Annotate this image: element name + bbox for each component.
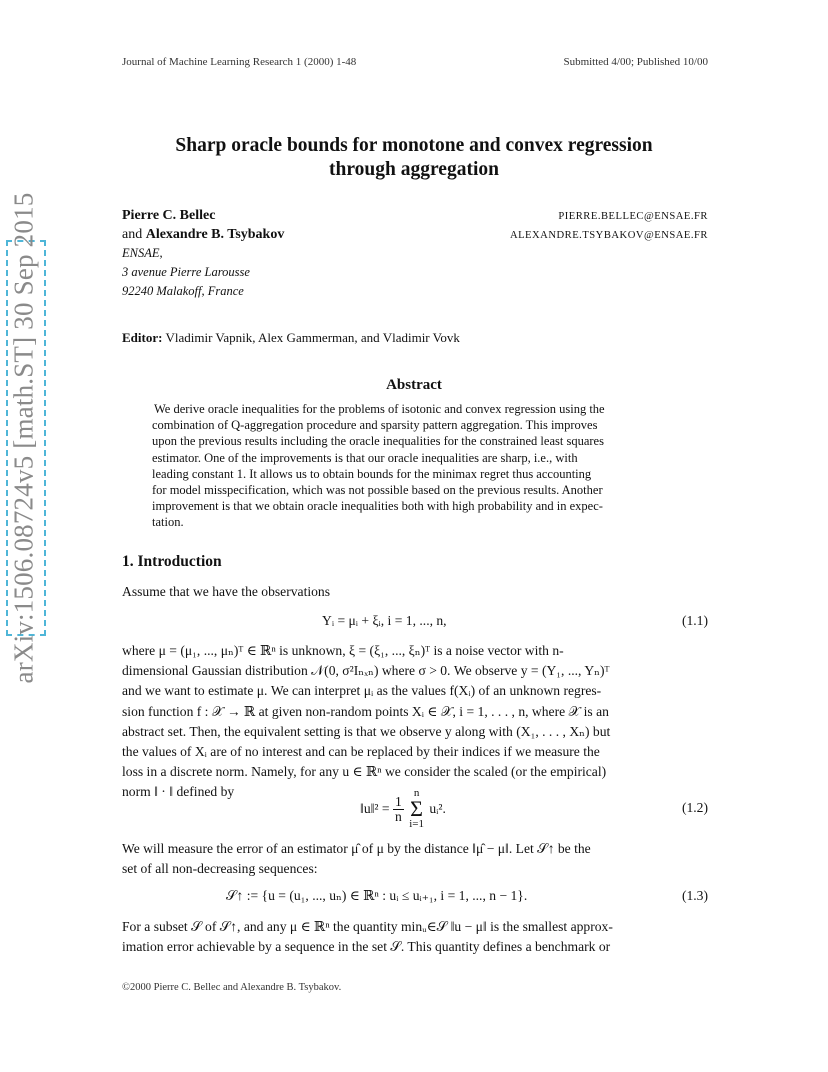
- paper-title: [120, 134, 708, 182]
- paragraph-line: abstract set. Then, the equivalent setting is that we observe y along with (X₁, . . . , Xₙ) but: [122, 723, 611, 739]
- paragraph-2: [122, 839, 708, 879]
- eq2-sum-bottom: i=1: [409, 818, 424, 830]
- author-2-line: [122, 227, 284, 243]
- abstract-line: for model misspecification, which was not possible based on the previous results. Another: [152, 483, 603, 498]
- paragraph-line: For a subset 𝒮 of 𝒮↑, and any μ ∈ ℝⁿ the quantity minᵤ∈𝒮 ‖u − μ‖ is the smallest approx-: [122, 919, 613, 934]
- abstract-line: improvement is that we obtain oracle inequalities both with high probability and in expec-: [152, 499, 603, 514]
- equation-1-1: Yᵢ = μᵢ + ξᵢ, i = 1, ..., n,: [322, 613, 447, 628]
- equation-number: (1.3): [681, 888, 708, 903]
- eq2-numerator: 1: [394, 793, 402, 809]
- abstract-body: [152, 401, 680, 531]
- abstract-line: tation.: [152, 515, 184, 530]
- affiliation-line-3: 92240 Malakoff, France: [122, 284, 244, 298]
- abstract-line: We derive oracle inequalities for the problems of isotonic and convex regression using the: [154, 402, 605, 416]
- paragraph-line: dimensional Gaussian distribution 𝒩(0, σ²Iₙₓₙ) where σ > 0. We observe y = (Y₁, ..., Yₙ)ᵀ: [122, 663, 610, 679]
- eq2-denominator: n: [394, 808, 402, 824]
- paragraph-line: loss in a discrete norm. Namely, for any u ∈ ℝⁿ we consider the scaled (or the empirical): [122, 764, 607, 780]
- editor-label: Editor:: [122, 330, 163, 345]
- equation-1-3: 𝒮↑ := {u = (u₁, ..., uₙ) ∈ ℝⁿ : uᵢ ≤ uᵢ₊₁, i = 1, ..., n − 1}.: [226, 888, 528, 903]
- author-1: Pierre C. Bellec: [122, 208, 216, 223]
- eq2-sum-top: n: [413, 787, 420, 799]
- affiliation-line-2: 3 avenue Pierre Larousse: [122, 265, 250, 279]
- eq2-sum-sign: Σ: [410, 796, 423, 821]
- copyright-footer: ©2000 Pierre C. Bellec and Alexandre B. Tsybakov.: [122, 982, 342, 993]
- editor-line: [122, 330, 460, 346]
- title-line-2: through aggregation: [329, 159, 499, 180]
- email-1[interactable]: PIERRE.BELLEC@ENSAE.FR: [558, 211, 708, 222]
- email-2[interactable]: ALEXANDRE.TSYBAKOV@ENSAE.FR: [509, 230, 708, 241]
- abstract-line: upon the previous results including the oracle inequalities for the constrained least squares: [152, 434, 604, 449]
- eq2-fraction: [393, 795, 404, 824]
- arxiv-identifier[interactable]: arXiv:1506.08724v5 [math.ST] 30 Sep 2015: [8, 192, 39, 684]
- paragraph-line: sion function f : 𝒳 → ℝ at given non-random points Xᵢ ∈ 𝒳, i = 1, . . . , n, where 𝒳 is an: [122, 703, 609, 719]
- paragraph-line: the values of Xᵢ are of no interest and can be replaced by their indices if we measure the: [122, 744, 600, 760]
- paragraph-line: and we want to estimate μ. We can interpret μᵢ as the values f(Xᵢ) of an unknown regres-: [122, 683, 602, 699]
- equation-number: (1.2): [681, 800, 708, 815]
- title-line-1: Sharp oracle bounds for monotone and convex regression: [175, 135, 653, 156]
- intro-sentence: Assume that we have the observations: [122, 584, 331, 599]
- submission-dates: Submitted 4/00; Published 10/00: [563, 56, 708, 68]
- abstract-heading: Abstract: [386, 377, 442, 393]
- paragraph-line: where μ = (μ₁, ..., μₙ)ᵀ ∈ ℝⁿ is unknown, ξ = (ξ₁, ..., ξₙ)ᵀ is a noise vector with n-: [122, 643, 564, 658]
- author-2: Alexandre B. Tsybakov: [145, 227, 285, 242]
- paragraph-1: [122, 641, 708, 803]
- eq2-sum: [409, 788, 424, 830]
- and-word: and: [122, 227, 143, 242]
- eq2-lhs: ‖u‖² =: [360, 801, 390, 816]
- journal-header: Journal of Machine Learning Research 1 (2000) 1-48: [122, 56, 357, 68]
- abstract-line: combination of Q-aggregation procedure and sparsity pattern aggregation. This improves: [152, 418, 598, 433]
- equation-1-2: [360, 788, 446, 830]
- paragraph-3: [122, 917, 708, 957]
- paragraph-line: norm ‖ · ‖ defined by: [122, 784, 235, 800]
- equation-number: (1.1): [681, 613, 708, 628]
- paragraph-line: We will measure the error of an estimator μ̂ of μ by the distance ‖μ̂ − μ‖. Let 𝒮↑ be the: [122, 841, 591, 856]
- abstract-line: estimator. One of the improvements is that our oracle inequalities are sharp, i.e., with: [152, 450, 578, 465]
- paragraph-line: imation error achievable by a sequence in the set 𝒮. This quantity defines a benchmark or: [122, 939, 611, 955]
- paragraph-line: set of all non-decreasing sequences:: [122, 861, 318, 877]
- editor-names: Vladimir Vapnik, Alex Gammerman, and Vladimir Vovk: [165, 330, 460, 345]
- eq2-rhs: uᵢ².: [429, 801, 446, 816]
- abstract-line: leading constant 1. It allows us to obtain bounds for the minimax regret thus accounting: [152, 466, 592, 481]
- section-heading: 1. Introduction: [122, 553, 222, 570]
- affiliation-line-1: ENSAE,: [122, 246, 163, 260]
